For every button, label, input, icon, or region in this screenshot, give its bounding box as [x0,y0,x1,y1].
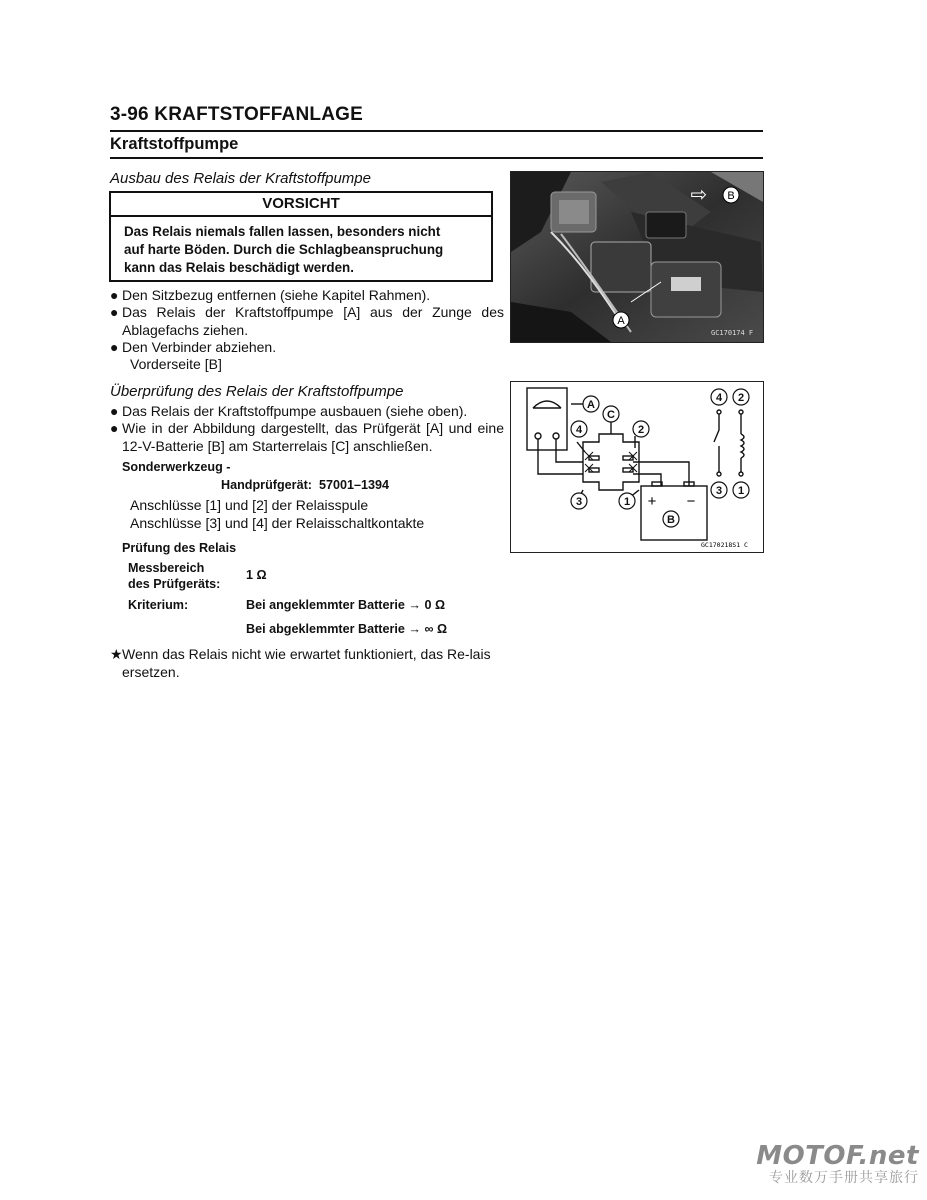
bullet-icon: ● [110,420,119,436]
range-value: 1 Ω [246,568,267,582]
wiring-diagram [511,382,763,552]
terminal-line: Anschlüsse [3] und [4] der Relaisschaltkontakte [130,515,425,531]
special-tool-label: Sonderwerkzeug - [122,460,231,474]
watermark-brand: MOTOF.net [756,1141,919,1171]
photo-label-a: A [617,315,625,327]
caution-line: auf harte Böden. Durch die Schlagbeanspruchung [124,242,444,257]
replacement-note: ★ Wenn das Relais nicht wie erwartet funktioniert, das Re-lais ersetzen. [110,646,491,680]
chapter-title: 3-96 KRAFTSTOFFANLAGE [110,104,363,125]
caution-body [111,217,491,277]
diagram-label-b: B [667,514,675,526]
removal-step: ● Den Verbinder abziehen. [110,339,277,355]
inspection-heading: Überprüfung des Relais der Kraftstoffpumpe [110,383,404,400]
bullet-icon: ● [110,339,119,355]
removal-step: ● Den Sitzbezug entfernen (siehe Kapitel Rahmen). [110,287,431,303]
terminal-line: Anschlüsse [1] und [2] der Relaisspule [130,497,369,513]
star-icon: ★ [110,646,123,662]
diagram-code: GC170218S1 C [701,541,748,549]
relay-photo [510,171,764,343]
bullet-icon: ● [110,287,119,303]
criterion-disconnected: Bei abgeklemmter Batterie → ∞ Ω [246,622,448,636]
criterion-connected: Bei angeklemmter Batterie → 0 Ω [246,598,446,612]
range-label: Messbereich des Prüfgeräts: [128,561,221,591]
front-arrow-icon: ⇨ [690,182,708,206]
criterion-label: Kriterium: [128,598,189,612]
battery-plus-sign: + [647,493,657,510]
removal-heading: Ausbau des Relais der Kraftstoffpumpe [110,170,371,187]
relay-test-diagram [510,381,764,553]
photo-code: GC170174 F [711,329,754,337]
check-title: Prüfung des Relais [122,541,237,555]
watermark-tagline: 专业数万手册共享旅行 [769,1170,919,1186]
diagram-label-c: C [607,409,615,421]
inspection-step: ● Wie in der Abbildung dargestellt, das Prüfgerät [A] und eine 12-V-Batterie [B] am Starterrelais [C] anschließen. [110,420,504,454]
schematic-terminal-2: 2 [737,392,745,404]
schematic-terminal-1: 1 [737,485,745,497]
bullet-icon: ● [110,403,119,419]
diagram-label-a: A [587,399,595,411]
relay-photo-illustration [511,172,763,342]
caution-box [109,191,493,282]
diagram-terminal-4: 4 [575,424,583,436]
inspection-step: ● Das Relais der Kraftstoffpumpe ausbauen (siehe oben). [110,403,468,419]
section-rule [110,157,763,159]
diagram-terminal-1: 1 [623,496,631,508]
diagram-terminal-3: 3 [575,496,583,508]
schematic-terminal-4: 4 [715,392,723,404]
removal-step-note: Vorderseite [B] [130,356,222,372]
special-tool-value: Handprüfgerät: 57001–1394 [221,478,389,492]
site-watermark [756,1142,919,1186]
caution-line: Das Relais niemals fallen lassen, besonders nicht [124,224,441,239]
header-rule [110,130,763,132]
diagram-terminal-2: 2 [637,424,645,436]
section-title: Kraftstoffpumpe [110,135,239,153]
caution-line: kann das Relais beschädigt werden. [124,260,354,275]
photo-label-b: B [727,190,735,202]
schematic-terminal-3: 3 [715,485,723,497]
removal-step: ● Das Relais der Kraftstoffpumpe [A] aus der Zunge des Ablagefachs ziehen. [110,304,504,338]
caution-title: VORSICHT [111,193,491,217]
bullet-icon: ● [110,304,119,320]
battery-minus-sign: − [686,493,696,510]
